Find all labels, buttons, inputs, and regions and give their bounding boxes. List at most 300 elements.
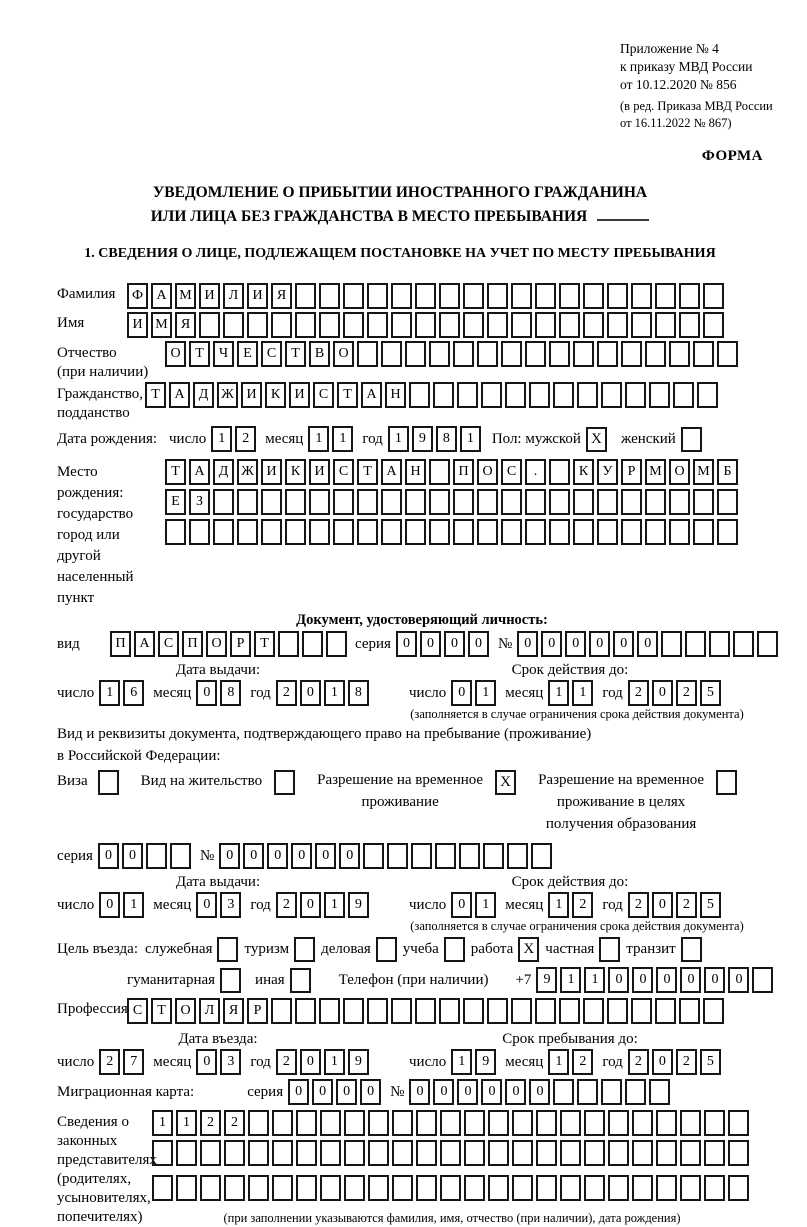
form-cell[interactable] <box>511 312 532 338</box>
form-cell[interactable] <box>631 312 652 338</box>
form-cell[interactable] <box>285 519 306 545</box>
form-cell[interactable] <box>573 519 594 545</box>
form-cell[interactable]: Л <box>199 998 220 1024</box>
form-cell[interactable]: 1 <box>211 426 232 452</box>
form-cell[interactable] <box>415 998 436 1024</box>
form-cell[interactable] <box>416 1175 437 1201</box>
form-cell[interactable] <box>381 341 402 367</box>
form-cell[interactable] <box>703 312 724 338</box>
form-cell[interactable] <box>248 1140 269 1166</box>
form-cell[interactable]: 1 <box>548 680 569 706</box>
form-cell[interactable] <box>577 1079 598 1105</box>
form-cell[interactable]: 2 <box>676 1049 697 1075</box>
form-cell[interactable]: 2 <box>99 1049 120 1075</box>
purpose-private-checkbox[interactable] <box>599 937 620 962</box>
form-cell[interactable] <box>607 312 628 338</box>
form-cell[interactable] <box>363 843 384 869</box>
purpose-business-checkbox[interactable] <box>376 937 397 962</box>
form-cell[interactable]: Н <box>405 459 426 485</box>
form-cell[interactable] <box>649 382 670 408</box>
form-cell[interactable] <box>704 1175 725 1201</box>
form-cell[interactable]: Л <box>223 283 244 309</box>
form-cell[interactable] <box>632 1140 653 1166</box>
form-cell[interactable] <box>655 998 676 1024</box>
form-cell[interactable] <box>535 283 556 309</box>
temp-residence-edu-checkbox[interactable] <box>716 770 737 795</box>
form-cell[interactable] <box>367 998 388 1024</box>
form-cell[interactable] <box>752 967 773 993</box>
form-cell[interactable] <box>559 998 580 1024</box>
form-cell[interactable]: К <box>265 382 286 408</box>
form-cell[interactable]: С <box>501 459 522 485</box>
form-cell[interactable]: 0 <box>196 1049 217 1075</box>
form-cell[interactable] <box>560 1140 581 1166</box>
form-cell[interactable] <box>464 1175 485 1201</box>
form-cell[interactable] <box>357 489 378 515</box>
form-cell[interactable] <box>409 382 430 408</box>
form-cell[interactable] <box>481 382 502 408</box>
form-cell[interactable]: Т <box>151 998 172 1024</box>
form-cell[interactable]: 2 <box>572 892 593 918</box>
form-cell[interactable] <box>487 312 508 338</box>
form-cell[interactable]: И <box>289 382 310 408</box>
form-cell[interactable]: О <box>175 998 196 1024</box>
form-cell[interactable]: 0 <box>680 967 701 993</box>
form-cell[interactable]: 0 <box>652 1049 673 1075</box>
form-cell[interactable]: К <box>573 459 594 485</box>
form-cell[interactable]: 2 <box>676 680 697 706</box>
form-cell[interactable] <box>152 1175 173 1201</box>
form-cell[interactable] <box>560 1175 581 1201</box>
form-cell[interactable] <box>507 843 528 869</box>
form-cell[interactable]: А <box>189 459 210 485</box>
form-cell[interactable] <box>391 312 412 338</box>
form-cell[interactable] <box>296 1110 317 1136</box>
form-cell[interactable]: 1 <box>460 426 481 452</box>
form-cell[interactable] <box>601 382 622 408</box>
form-cell[interactable]: 0 <box>728 967 749 993</box>
form-cell[interactable] <box>621 489 642 515</box>
form-cell[interactable]: 0 <box>517 631 538 657</box>
form-cell[interactable]: М <box>693 459 714 485</box>
female-checkbox[interactable] <box>681 427 702 452</box>
purpose-transit-checkbox[interactable] <box>681 937 702 962</box>
form-cell[interactable] <box>237 519 258 545</box>
form-cell[interactable]: Р <box>230 631 251 657</box>
form-cell[interactable] <box>392 1140 413 1166</box>
form-cell[interactable] <box>170 843 191 869</box>
form-cell[interactable] <box>381 519 402 545</box>
form-cell[interactable] <box>529 382 550 408</box>
form-cell[interactable] <box>645 519 666 545</box>
form-cell[interactable]: 9 <box>475 1049 496 1075</box>
form-cell[interactable]: 0 <box>267 843 288 869</box>
form-cell[interactable]: 0 <box>98 843 119 869</box>
form-cell[interactable]: И <box>247 283 268 309</box>
form-cell[interactable] <box>704 1140 725 1166</box>
form-cell[interactable]: С <box>313 382 334 408</box>
male-checkbox[interactable]: X <box>586 427 607 452</box>
form-cell[interactable] <box>549 341 570 367</box>
form-cell[interactable] <box>733 631 754 657</box>
form-cell[interactable] <box>631 998 652 1024</box>
form-cell[interactable]: 0 <box>481 1079 502 1105</box>
form-cell[interactable] <box>669 489 690 515</box>
form-cell[interactable]: 5 <box>700 680 721 706</box>
form-cell[interactable]: Т <box>357 459 378 485</box>
form-cell[interactable] <box>302 631 323 657</box>
form-cell[interactable] <box>213 519 234 545</box>
form-cell[interactable]: 0 <box>451 892 472 918</box>
form-cell[interactable]: 1 <box>324 680 345 706</box>
form-cell[interactable] <box>295 312 316 338</box>
form-cell[interactable]: Т <box>165 459 186 485</box>
form-cell[interactable] <box>271 998 292 1024</box>
form-cell[interactable]: 0 <box>396 631 417 657</box>
form-cell[interactable] <box>343 312 364 338</box>
form-cell[interactable] <box>464 1140 485 1166</box>
form-cell[interactable] <box>501 341 522 367</box>
form-cell[interactable]: Т <box>285 341 306 367</box>
form-cell[interactable] <box>525 519 546 545</box>
form-cell[interactable] <box>439 283 460 309</box>
form-cell[interactable] <box>309 489 330 515</box>
form-cell[interactable]: Д <box>213 459 234 485</box>
form-cell[interactable] <box>368 1110 389 1136</box>
form-cell[interactable] <box>176 1175 197 1201</box>
form-cell[interactable] <box>248 1175 269 1201</box>
form-cell[interactable]: Е <box>165 489 186 515</box>
form-cell[interactable]: И <box>241 382 262 408</box>
form-cell[interactable] <box>549 519 570 545</box>
form-cell[interactable] <box>440 1140 461 1166</box>
form-cell[interactable] <box>625 1079 646 1105</box>
form-cell[interactable]: 0 <box>451 680 472 706</box>
form-cell[interactable]: 1 <box>152 1110 173 1136</box>
form-cell[interactable] <box>272 1110 293 1136</box>
form-cell[interactable]: 0 <box>608 967 629 993</box>
form-cell[interactable] <box>344 1140 365 1166</box>
form-cell[interactable]: 1 <box>176 1110 197 1136</box>
form-cell[interactable] <box>553 1079 574 1105</box>
form-cell[interactable] <box>488 1110 509 1136</box>
form-cell[interactable] <box>597 489 618 515</box>
form-cell[interactable] <box>583 998 604 1024</box>
form-cell[interactable]: Т <box>189 341 210 367</box>
form-cell[interactable] <box>391 283 412 309</box>
form-cell[interactable]: Ж <box>217 382 238 408</box>
form-cell[interactable] <box>453 489 474 515</box>
form-cell[interactable] <box>319 283 340 309</box>
form-cell[interactable] <box>261 519 282 545</box>
form-cell[interactable]: Т <box>337 382 358 408</box>
form-cell[interactable]: 0 <box>444 631 465 657</box>
form-cell[interactable]: 0 <box>652 892 673 918</box>
form-cell[interactable] <box>632 1110 653 1136</box>
form-cell[interactable] <box>535 998 556 1024</box>
form-cell[interactable] <box>433 382 454 408</box>
form-cell[interactable]: Н <box>385 382 406 408</box>
form-cell[interactable]: 0 <box>457 1079 478 1105</box>
form-cell[interactable] <box>453 341 474 367</box>
form-cell[interactable]: 2 <box>276 1049 297 1075</box>
form-cell[interactable] <box>559 283 580 309</box>
form-cell[interactable] <box>501 519 522 545</box>
form-cell[interactable]: 0 <box>339 843 360 869</box>
form-cell[interactable] <box>343 283 364 309</box>
form-cell[interactable] <box>717 519 738 545</box>
form-cell[interactable] <box>405 489 426 515</box>
form-cell[interactable]: А <box>134 631 155 657</box>
form-cell[interactable] <box>248 1110 269 1136</box>
form-cell[interactable]: 0 <box>219 843 240 869</box>
form-cell[interactable]: 9 <box>412 426 433 452</box>
form-cell[interactable]: Ж <box>237 459 258 485</box>
form-cell[interactable] <box>320 1175 341 1201</box>
form-cell[interactable]: 0 <box>300 680 321 706</box>
form-cell[interactable] <box>487 998 508 1024</box>
form-cell[interactable] <box>656 1175 677 1201</box>
form-cell[interactable] <box>577 382 598 408</box>
form-cell[interactable]: М <box>645 459 666 485</box>
residence-permit-checkbox[interactable] <box>274 770 295 795</box>
form-cell[interactable] <box>512 1140 533 1166</box>
form-cell[interactable] <box>625 382 646 408</box>
form-cell[interactable]: 0 <box>300 892 321 918</box>
form-cell[interactable] <box>247 312 268 338</box>
form-cell[interactable] <box>597 519 618 545</box>
form-cell[interactable]: С <box>158 631 179 657</box>
form-cell[interactable]: 9 <box>348 892 369 918</box>
form-cell[interactable] <box>477 519 498 545</box>
form-cell[interactable] <box>224 1175 245 1201</box>
form-cell[interactable]: 0 <box>409 1079 430 1105</box>
form-cell[interactable]: 9 <box>348 1049 369 1075</box>
form-cell[interactable]: 0 <box>637 631 658 657</box>
form-cell[interactable] <box>464 1110 485 1136</box>
form-cell[interactable]: Е <box>237 341 258 367</box>
form-cell[interactable] <box>549 459 570 485</box>
form-cell[interactable]: 0 <box>288 1079 309 1105</box>
form-cell[interactable] <box>709 631 730 657</box>
form-cell[interactable]: Д <box>193 382 214 408</box>
form-cell[interactable]: А <box>361 382 382 408</box>
form-cell[interactable] <box>693 489 714 515</box>
purpose-humanitarian-checkbox[interactable] <box>220 968 241 993</box>
form-cell[interactable] <box>357 341 378 367</box>
form-cell[interactable]: 3 <box>220 1049 241 1075</box>
form-cell[interactable]: 1 <box>475 680 496 706</box>
form-cell[interactable]: 0 <box>613 631 634 657</box>
form-cell[interactable] <box>573 489 594 515</box>
form-cell[interactable] <box>669 341 690 367</box>
form-cell[interactable] <box>525 341 546 367</box>
form-cell[interactable]: П <box>182 631 203 657</box>
form-cell[interactable] <box>200 1175 221 1201</box>
form-cell[interactable]: Т <box>145 382 166 408</box>
form-cell[interactable]: Р <box>247 998 268 1024</box>
form-cell[interactable]: 1 <box>99 680 120 706</box>
form-cell[interactable]: 3 <box>220 892 241 918</box>
form-cell[interactable] <box>477 341 498 367</box>
form-cell[interactable] <box>661 631 682 657</box>
form-cell[interactable]: Ч <box>213 341 234 367</box>
form-cell[interactable] <box>649 1079 670 1105</box>
form-cell[interactable] <box>703 998 724 1024</box>
form-cell[interactable] <box>757 631 778 657</box>
form-cell[interactable] <box>549 489 570 515</box>
form-cell[interactable]: И <box>199 283 220 309</box>
form-cell[interactable]: 0 <box>468 631 489 657</box>
form-cell[interactable] <box>333 489 354 515</box>
form-cell[interactable] <box>271 312 292 338</box>
form-cell[interactable]: 2 <box>235 426 256 452</box>
form-cell[interactable] <box>477 489 498 515</box>
form-cell[interactable] <box>285 489 306 515</box>
form-cell[interactable]: 1 <box>123 892 144 918</box>
purpose-tourism-checkbox[interactable] <box>294 937 315 962</box>
form-cell[interactable] <box>309 519 330 545</box>
form-cell[interactable]: 0 <box>196 892 217 918</box>
form-cell[interactable] <box>453 519 474 545</box>
form-cell[interactable] <box>440 1110 461 1136</box>
form-cell[interactable]: П <box>453 459 474 485</box>
form-cell[interactable] <box>525 489 546 515</box>
form-cell[interactable] <box>505 382 526 408</box>
form-cell[interactable] <box>608 1110 629 1136</box>
form-cell[interactable] <box>319 998 340 1024</box>
form-cell[interactable]: 0 <box>315 843 336 869</box>
form-cell[interactable]: М <box>175 283 196 309</box>
form-cell[interactable]: И <box>127 312 148 338</box>
form-cell[interactable] <box>631 283 652 309</box>
form-cell[interactable] <box>512 1175 533 1201</box>
form-cell[interactable]: Я <box>223 998 244 1024</box>
form-cell[interactable] <box>319 312 340 338</box>
form-cell[interactable] <box>343 998 364 1024</box>
form-cell[interactable] <box>535 312 556 338</box>
form-cell[interactable]: О <box>333 341 354 367</box>
form-cell[interactable] <box>429 341 450 367</box>
form-cell[interactable]: А <box>381 459 402 485</box>
form-cell[interactable]: 1 <box>475 892 496 918</box>
form-cell[interactable] <box>296 1140 317 1166</box>
form-cell[interactable] <box>223 312 244 338</box>
form-cell[interactable] <box>429 489 450 515</box>
form-cell[interactable]: 1 <box>560 967 581 993</box>
form-cell[interactable] <box>656 1140 677 1166</box>
form-cell[interactable] <box>536 1175 557 1201</box>
form-cell[interactable] <box>656 1110 677 1136</box>
form-cell[interactable] <box>463 312 484 338</box>
form-cell[interactable] <box>344 1110 365 1136</box>
form-cell[interactable] <box>411 843 432 869</box>
form-cell[interactable] <box>165 519 186 545</box>
form-cell[interactable]: 0 <box>704 967 725 993</box>
form-cell[interactable]: 0 <box>312 1079 333 1105</box>
form-cell[interactable] <box>597 341 618 367</box>
form-cell[interactable] <box>367 283 388 309</box>
form-cell[interactable] <box>601 1079 622 1105</box>
form-cell[interactable] <box>357 519 378 545</box>
form-cell[interactable] <box>680 1140 701 1166</box>
form-cell[interactable] <box>655 283 676 309</box>
form-cell[interactable]: С <box>127 998 148 1024</box>
form-cell[interactable] <box>463 283 484 309</box>
form-cell[interactable] <box>200 1140 221 1166</box>
form-cell[interactable] <box>693 519 714 545</box>
form-cell[interactable]: В <box>309 341 330 367</box>
form-cell[interactable] <box>621 519 642 545</box>
form-cell[interactable] <box>272 1175 293 1201</box>
form-cell[interactable] <box>459 843 480 869</box>
form-cell[interactable]: 0 <box>360 1079 381 1105</box>
form-cell[interactable] <box>392 1175 413 1201</box>
form-cell[interactable] <box>320 1140 341 1166</box>
form-cell[interactable]: 5 <box>700 1049 721 1075</box>
form-cell[interactable] <box>511 998 532 1024</box>
form-cell[interactable]: С <box>261 341 282 367</box>
form-cell[interactable] <box>435 843 456 869</box>
form-cell[interactable] <box>189 519 210 545</box>
form-cell[interactable]: Т <box>254 631 275 657</box>
form-cell[interactable]: У <box>597 459 618 485</box>
form-cell[interactable] <box>511 283 532 309</box>
form-cell[interactable] <box>685 631 706 657</box>
form-cell[interactable] <box>655 312 676 338</box>
form-cell[interactable] <box>278 631 299 657</box>
form-cell[interactable]: 8 <box>220 680 241 706</box>
form-cell[interactable] <box>512 1110 533 1136</box>
form-cell[interactable] <box>703 283 724 309</box>
form-cell[interactable] <box>673 382 694 408</box>
form-cell[interactable] <box>488 1175 509 1201</box>
form-cell[interactable]: О <box>206 631 227 657</box>
form-cell[interactable] <box>152 1140 173 1166</box>
form-cell[interactable]: 1 <box>388 426 409 452</box>
form-cell[interactable]: А <box>169 382 190 408</box>
form-cell[interactable] <box>621 341 642 367</box>
form-cell[interactable]: 0 <box>300 1049 321 1075</box>
form-cell[interactable]: 8 <box>348 680 369 706</box>
form-cell[interactable]: 0 <box>656 967 677 993</box>
form-cell[interactable] <box>645 489 666 515</box>
form-cell[interactable] <box>680 1110 701 1136</box>
form-cell[interactable] <box>697 382 718 408</box>
form-cell[interactable]: 0 <box>652 680 673 706</box>
form-cell[interactable] <box>272 1140 293 1166</box>
form-cell[interactable] <box>559 312 580 338</box>
form-cell[interactable] <box>381 489 402 515</box>
form-cell[interactable]: О <box>477 459 498 485</box>
form-cell[interactable]: С <box>333 459 354 485</box>
form-cell[interactable] <box>704 1110 725 1136</box>
form-cell[interactable] <box>224 1140 245 1166</box>
form-cell[interactable] <box>679 312 700 338</box>
form-cell[interactable] <box>392 1110 413 1136</box>
form-cell[interactable] <box>405 519 426 545</box>
form-cell[interactable] <box>439 998 460 1024</box>
form-cell[interactable]: 1 <box>332 426 353 452</box>
form-cell[interactable]: 0 <box>196 680 217 706</box>
form-cell[interactable] <box>416 1140 437 1166</box>
form-cell[interactable]: Я <box>175 312 196 338</box>
form-cell[interactable]: 1 <box>584 967 605 993</box>
form-cell[interactable] <box>717 341 738 367</box>
form-cell[interactable] <box>553 382 574 408</box>
form-cell[interactable] <box>367 312 388 338</box>
form-cell[interactable] <box>391 998 412 1024</box>
